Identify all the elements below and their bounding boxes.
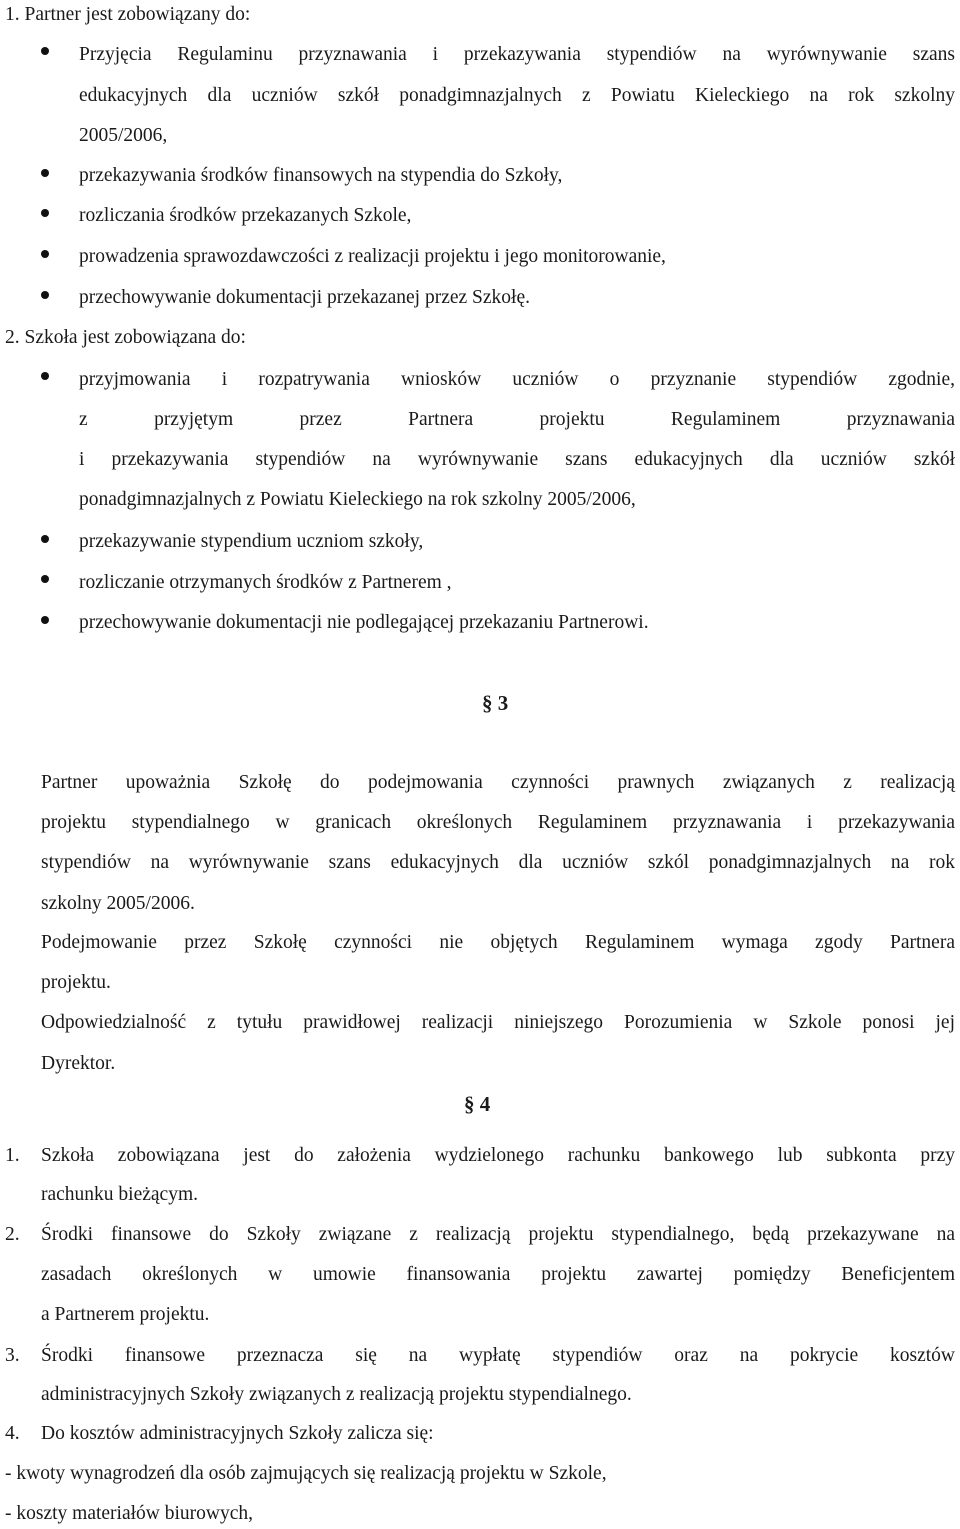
bullet-icon bbox=[41, 47, 49, 55]
par4-item-1-line-1: Szkoła zobowiązana jest do założenia wydzielonego rachunku bankowego lub subkonta przy bbox=[41, 1145, 955, 1166]
s2-bullet-1-line-3: i przekazywania stypendiów na wyrównywanie szans edukacyjnych dla uczniów szkół bbox=[79, 449, 955, 470]
par4-item-3-line-1: Środki finansowe przeznacza się na wypłatę stypendiów oraz na pokrycie kosztów bbox=[41, 1345, 955, 1366]
s1-bullet-1-line-1: Przyjęcia Regulaminu przyznawania i przekazywania stypendiów na wyrównywanie szans bbox=[79, 44, 955, 65]
par3-line-5: Podejmowanie przez Szkołę czynności nie objętych Regulaminem wymaga zgody Partnera bbox=[41, 932, 955, 953]
s2-bullet-1-line-4: ponadgimnazjalnych z Powiatu Kieleckiego na rok szkolny 2005/2006, bbox=[79, 489, 636, 510]
bullet-icon bbox=[41, 535, 49, 543]
s1-bullet-2: przekazywania środków finansowych na stypendia do Szkoły, bbox=[79, 165, 563, 186]
s1-bullet-5: przechowywanie dokumentacji przekazanej przez Szkołę. bbox=[79, 287, 530, 308]
bullet-icon bbox=[41, 209, 49, 217]
s1-bullet-3: rozliczania środków przekazanych Szkole, bbox=[79, 205, 412, 226]
par3-line-7: Odpowiedzialność z tytułu prawidłowej realizacji niniejszego Porozumienia w Szkole ponosi jej bbox=[41, 1012, 955, 1033]
s2-bullet-3: rozliczanie otrzymanych środków z Partnerem , bbox=[79, 572, 452, 593]
bullet-icon bbox=[41, 616, 49, 624]
s2-bullet-2: przekazywanie stypendium uczniom szkoły, bbox=[79, 531, 424, 552]
s2-bullet-1-line-1: przyjmowania i rozpatrywania wniosków uczniów o przyznanie stypendiów zgodnie, bbox=[79, 369, 955, 390]
s1-bullet-1-line-3: 2005/2006, bbox=[79, 125, 168, 146]
par3-line-8: Dyrektor. bbox=[41, 1053, 116, 1074]
par3-line-2: projektu stypendialnego w granicach określonych Regulaminem przyznawania i przekazywania bbox=[41, 812, 955, 833]
bullet-icon bbox=[41, 372, 49, 380]
par4-item-4-number: 4. bbox=[5, 1423, 20, 1444]
dash-item-1: - kwoty wynagrodzeń dla osób zajmujących się realizacją projektu w Szkole, bbox=[5, 1463, 607, 1484]
section-2-intro: 2. Szkoła jest zobowiązana do: bbox=[5, 327, 246, 348]
paragraph-3-heading: § 3 bbox=[482, 691, 509, 715]
par4-item-2-line-2: zasadach określonych w umowie finansowania projektu zawartej pomiędzy Beneficjentem bbox=[41, 1264, 955, 1285]
par4-item-1-line-2: rachunku bieżącym. bbox=[41, 1184, 199, 1205]
par4-item-2-line-3: a Partnerem projektu. bbox=[41, 1304, 210, 1325]
dash-item-2: - koszty materiałów biurowych, bbox=[5, 1503, 254, 1524]
par4-item-2-line-1: Środki finansowe do Szkoły związane z realizacją projektu stypendialnego, będą przekazywane na bbox=[41, 1224, 955, 1245]
par4-item-3-number: 3. bbox=[5, 1345, 20, 1366]
par4-item-4-line-1: Do kosztów administracyjnych Szkoły zalicza się: bbox=[41, 1423, 434, 1444]
s1-bullet-4: prowadzenia sprawozdawczości z realizacji projektu i jego monitorowanie, bbox=[79, 246, 666, 267]
s2-bullet-4: przechowywanie dokumentacji nie podlegającej przekazaniu Partnerowi. bbox=[79, 612, 649, 633]
par4-item-3-line-2: administracyjnych Szkoły związanych z realizacją projektu stypendialnego. bbox=[41, 1384, 632, 1405]
par3-line-3: stypendiów na wyrównywanie szans edukacyjnych dla uczniów szkól ponadgimnazjalnych na rok bbox=[41, 852, 955, 873]
bullet-icon bbox=[41, 169, 49, 177]
par3-line-4: szkolny 2005/2006. bbox=[41, 893, 195, 914]
par4-item-2-number: 2. bbox=[5, 1224, 20, 1245]
par3-line-6: projektu. bbox=[41, 972, 111, 993]
par4-item-1-number: 1. bbox=[5, 1145, 20, 1166]
s2-bullet-1-line-2: z przyjętym przez Partnera projektu Regulaminem przyznawania bbox=[79, 409, 955, 430]
s1-bullet-1-line-2: edukacyjnych dla uczniów szkół ponadgimnazjalnych z Powiatu Kieleckiego na rok szkolny bbox=[79, 85, 955, 106]
bullet-icon bbox=[41, 291, 49, 299]
paragraph-4-heading: § 4 bbox=[464, 1092, 491, 1116]
section-1-intro: 1. Partner jest zobowiązany do: bbox=[5, 4, 251, 25]
bullet-icon bbox=[41, 250, 49, 258]
par3-line-1: Partner upoważnia Szkołę do podejmowania czynności prawnych związanych z realizacją bbox=[41, 772, 955, 793]
bullet-icon bbox=[41, 575, 49, 583]
